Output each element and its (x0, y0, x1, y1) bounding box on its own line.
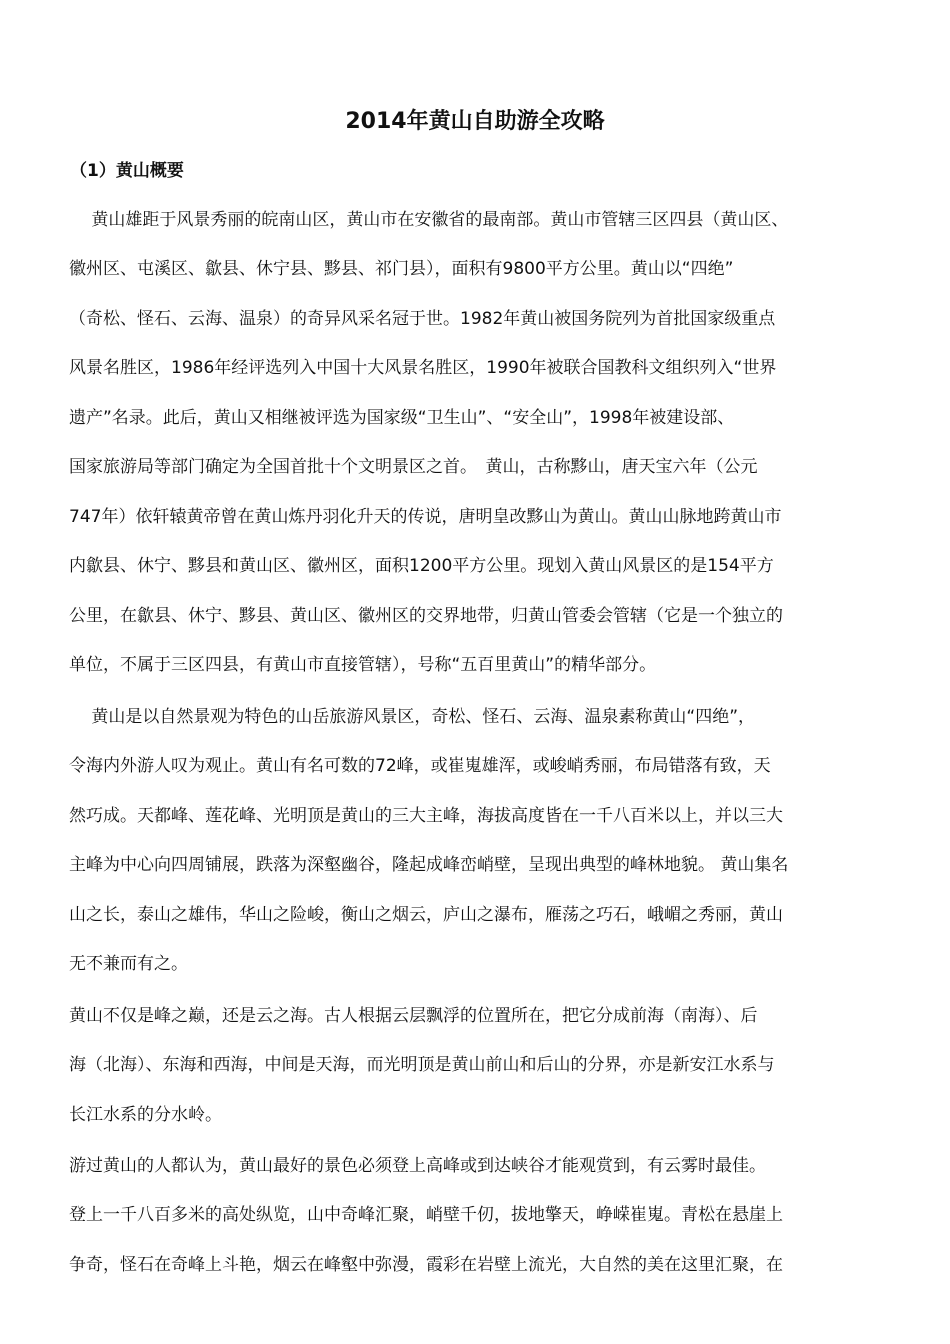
text-line: 徽州区、屯溪区、歙县、休宁县、黟县、祁门县），面积有9800平方公里。黄山以“四绝” (69, 259, 734, 279)
text-line: 国家旅游局等部门确定为全国首批十个文明景区之首。 黄山，古称黟山，唐天宝六年（公元 (69, 457, 758, 477)
text-line: 海（北海）、东海和西海，中间是天海，而光明顶是黄山前山和后山的分界，亦是新安江水系与 (69, 1055, 775, 1075)
text-line: 登上一千八百多米的高处纵览，山中奇峰汇聚，峭壁千仞，拔地擎天，峥嵘崔嵬。青松在悬崖上 (69, 1205, 783, 1225)
text-line: 公里，在歙县、休宁、黟县、黄山区、徽州区的交界地带，归黄山管委会管辖（它是一个独立的 (69, 606, 783, 626)
text-line: 风景名胜区，1986年经评选列入中国十大风景名胜区，1990年被联合国教科文组织列入“世界 (69, 358, 777, 378)
text-line: 长江水系的分水岭。 (69, 1105, 222, 1125)
document-title: 2014年黄山自助游全攻略 (345, 109, 605, 134)
text-line: 内歙县、休宁、黟县和黄山区、徽州区，面积1200平方公里。现划入黄山风景区的是154平方 (69, 556, 774, 576)
text-line: 山之长，泰山之雄伟，华山之险峻，衡山之烟云，庐山之瀑布，雁荡之巧石，峨嵋之秀丽，黄山 (69, 905, 783, 925)
text-line: 争奇，怪石在奇峰上斗艳，烟云在峰壑中弥漫，霞彩在岩壁上流光，大自然的美在这里汇聚，在 (69, 1255, 783, 1275)
text-line: （奇松、怪石、云海、温泉）的奇异风采名冠于世。1982年黄山被国务院列为首批国家级重点 (69, 309, 776, 329)
text-line: 令海内外游人叹为观止。黄山有名可数的72峰，或崔嵬雄浑，或峻峭秀丽，布局错落有致，天 (69, 756, 771, 776)
text-line: 单位，不属于三区四县，有黄山市直接管辖），号称“五百里黄山”的精华部分。 (69, 655, 657, 675)
text-line: 无不兼而有之。 (69, 954, 188, 974)
text-line: 然巧成。天都峰、莲花峰、光明顶是黄山的三大主峰，海拔高度皆在一千八百米以上，并以三大 (69, 806, 783, 826)
text-line: 游过黄山的人都认为，黄山最好的景色必须登上高峰或到达峡谷才能观赏到，有云雾时最佳。 (69, 1156, 766, 1176)
text-line: 遗产”名录。此后，黄山又相继被评选为国家级“卫生山”、“安全山”，1998年被建设部、 (69, 408, 735, 428)
text-line: 747年）依轩辕黄帝曾在黄山炼丹羽化升天的传说，唐明皇改黟山为黄山。黄山山脉地跨黄山市 (69, 507, 782, 527)
text-line: 黄山雄距于风景秀丽的皖南山区，黄山市在安徽省的最南部。黄山市管辖三区四县（黄山区、 (69, 210, 789, 230)
text-line: 黄山不仅是峰之巅，还是云之海。古人根据云层飘浮的位置所在，把它分成前海（南海）、后 (69, 1006, 758, 1026)
text-line: 主峰为中心向四周铺展，跌落为深壑幽谷，隆起成峰峦峭壁，呈现出典型的峰林地貌。 黄山集名 (69, 855, 789, 875)
section-heading: （1）黄山概要 (70, 161, 184, 181)
text-line: 黄山是以自然景观为特色的山岳旅游风景区，奇松、怪石、云海、温泉素称黄山“四绝”， (69, 707, 756, 727)
